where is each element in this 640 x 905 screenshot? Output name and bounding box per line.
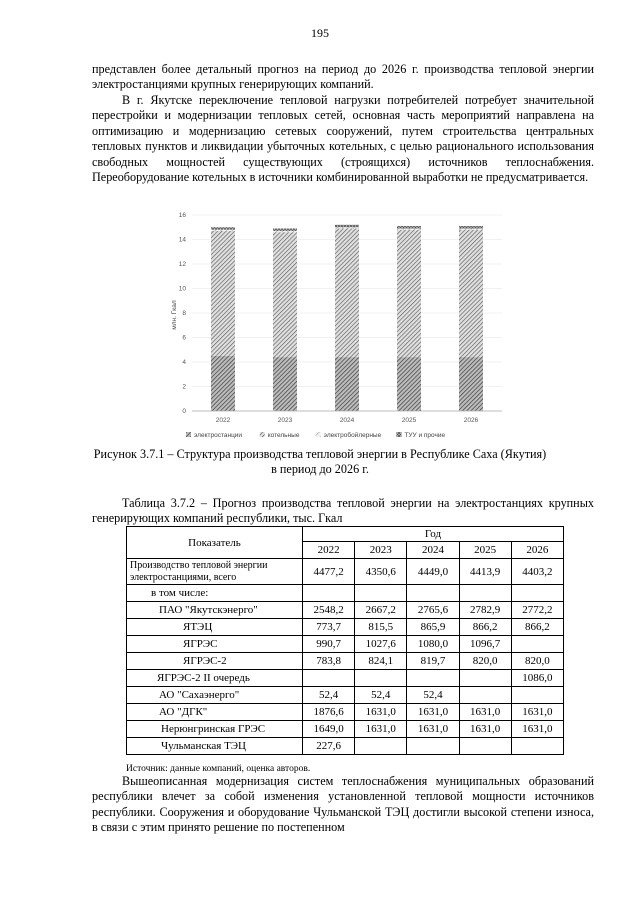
row-label: Чульманская ТЭЦ xyxy=(127,738,303,755)
cell-value: 773,7 xyxy=(303,619,355,636)
legend-swatch xyxy=(396,432,401,437)
production-structure-chart xyxy=(150,205,510,447)
cell-value xyxy=(511,687,563,704)
bar-электробойлерные-2023 xyxy=(273,231,297,232)
row-label: Производство тепловой энергии электростанциями, всего xyxy=(127,559,303,585)
cell-value: 4350,6 xyxy=(355,559,407,585)
cell-value: 4413,9 xyxy=(459,559,511,585)
cell-value: 2782,9 xyxy=(459,602,511,619)
bar-котельные-2022 xyxy=(211,231,235,356)
table-row xyxy=(127,670,564,687)
cell-value: 1096,7 xyxy=(459,636,511,653)
x-tick-label: 2023 xyxy=(277,417,293,424)
legend-label: котельные xyxy=(267,432,300,439)
cell-value: 1631,0 xyxy=(459,721,511,738)
y-tick-label: 14 xyxy=(178,236,186,244)
bar-электробойлерные-2025 xyxy=(397,228,421,229)
cell-value: 52,4 xyxy=(303,687,355,704)
cell-value xyxy=(511,636,563,653)
cell-value: 4403,2 xyxy=(511,559,563,585)
header-indicator: Показатель xyxy=(127,527,303,559)
cell-value: 1649,0 xyxy=(303,721,355,738)
bar-электростанции-2025 xyxy=(397,357,421,411)
bar-ТУУ и прочие-2022 xyxy=(211,227,235,229)
cell-value: 1631,0 xyxy=(407,721,459,738)
row-label: в том числе: xyxy=(127,585,303,602)
bar-электробойлерные-2026 xyxy=(459,228,483,229)
cell-value: 1027,6 xyxy=(355,636,407,653)
cell-value xyxy=(303,585,355,602)
bar-котельные-2025 xyxy=(397,230,421,357)
legend-swatch xyxy=(316,432,321,437)
cell-value xyxy=(459,585,511,602)
cell-value: 52,4 xyxy=(355,687,407,704)
cell-value: 1631,0 xyxy=(511,704,563,721)
row-label: ЯГРЭС-2 II очередь xyxy=(127,670,303,687)
x-tick-label: 2026 xyxy=(463,417,479,424)
paragraph-1: представлен более детальный прогноз на период до 2026 г. производства тепловой энергии электростанциями крупных генерирующих компаний. xyxy=(92,62,594,92)
bar-электростанции-2023 xyxy=(273,357,297,411)
cell-value: 2548,2 xyxy=(303,602,355,619)
bar-электробойлерные-2024 xyxy=(335,227,359,228)
bar-электростанции-2024 xyxy=(335,357,359,411)
cell-value xyxy=(355,585,407,602)
row-label: ПАО "Якутскэнерго" xyxy=(127,602,303,619)
bar-котельные-2026 xyxy=(459,230,483,357)
paragraph-3: Вышеописанная модернизация систем теплоснабжения муниципальных образований республики влечет за собой изменения установленной тепловой мощности источников республики. Сооружения и оборудование Чульманской ТЭЦ достигли высокой степени износа, в связи с этим принято решение по постепенном xyxy=(92,774,594,835)
cell-value: 819,7 xyxy=(407,653,459,670)
table-row xyxy=(127,619,564,636)
y-tick-label: 12 xyxy=(178,261,186,268)
cell-value: 1631,0 xyxy=(459,704,511,721)
table-row xyxy=(127,559,564,585)
heat-production-table xyxy=(126,526,564,755)
cell-value: 1080,0 xyxy=(407,636,459,653)
cell-value xyxy=(303,670,355,687)
bar-ТУУ и прочие-2026 xyxy=(459,226,483,228)
cell-value: 1631,0 xyxy=(355,721,407,738)
bar-ТУУ и прочие-2025 xyxy=(397,226,421,228)
cell-value: 990,7 xyxy=(303,636,355,653)
cell-value: 783,8 xyxy=(303,653,355,670)
table-header-row xyxy=(127,527,564,542)
legend-label: ТУУ и прочие xyxy=(404,432,446,439)
table-row xyxy=(127,585,564,602)
table-row xyxy=(127,636,564,653)
x-tick-label: 2025 xyxy=(401,417,417,424)
cell-value: 2765,6 xyxy=(407,602,459,619)
bar-электростанции-2026 xyxy=(459,357,483,411)
cell-value xyxy=(407,670,459,687)
cell-value: 52,4 xyxy=(407,687,459,704)
cell-value: 1631,0 xyxy=(407,704,459,721)
cell-value xyxy=(511,738,563,755)
cell-value: 1876,6 xyxy=(303,704,355,721)
page-number: 195 xyxy=(311,26,329,40)
cell-value: 865,9 xyxy=(407,619,459,636)
header-year-2023: 2023 xyxy=(355,542,407,559)
bar-электробойлерные-2022 xyxy=(211,230,235,231)
x-tick-label: 2022 xyxy=(215,417,231,424)
cell-value xyxy=(355,670,407,687)
table-row xyxy=(127,602,564,619)
y-tick-label: 16 xyxy=(178,212,186,219)
y-tick-label: 0 xyxy=(182,408,186,415)
y-tick-label: 6 xyxy=(182,334,186,342)
chart-y-axis-label: млн. Гкал xyxy=(171,300,178,330)
bar-электростанции-2022 xyxy=(211,356,235,411)
table-title: Таблица 3.7.2 – Прогноз производства тепловой энергии на электростанциях крупных генерирующих компаний республики, тыс. Гкал xyxy=(92,496,594,526)
header-year-2025: 2025 xyxy=(459,542,511,559)
legend-swatch xyxy=(260,432,265,437)
cell-value: 820,0 xyxy=(511,653,563,670)
header-year: Год xyxy=(303,527,564,542)
row-label: ЯГРЭС xyxy=(127,636,303,653)
paragraph-2: В г. Якутске переключение тепловой нагрузки потребителей потребует значительной перестройки и модернизации тепловых сетей, основная часть мероприятий направлена на оптимизацию и модернизацию сетевых сооружений, путем строительства центральных тепловых пунктов и ликвидации убыточных котельных, с целью рационального использования свободных мощностей существующих (строящихся) источников теплоснабжения. Переоборудование котельных в источники комбинированной выработки не предусматривается. xyxy=(92,93,594,185)
cell-value xyxy=(459,687,511,704)
header-year-2022: 2022 xyxy=(303,542,355,559)
bar-котельные-2024 xyxy=(335,228,359,357)
table-row xyxy=(127,738,564,755)
row-label: ЯГРЭС-2 xyxy=(127,653,303,670)
table-source: Источник: данные компаний, оценка авторов. xyxy=(126,764,311,774)
cell-value: 1631,0 xyxy=(511,721,563,738)
table-row xyxy=(127,687,564,704)
cell-value: 2667,2 xyxy=(355,602,407,619)
cell-value: 866,2 xyxy=(511,619,563,636)
y-tick-label: 4 xyxy=(182,359,186,366)
row-label: АО "ДГК" xyxy=(127,704,303,721)
cell-value: 4477,2 xyxy=(303,559,355,585)
cell-value: 1086,0 xyxy=(511,670,563,687)
legend-label: электростанции xyxy=(194,432,243,439)
cell-value: 815,5 xyxy=(355,619,407,636)
row-label: АО "Сахаэнерго" xyxy=(127,687,303,704)
cell-value xyxy=(407,738,459,755)
y-tick-label: 2 xyxy=(182,383,186,391)
cell-value: 1631,0 xyxy=(355,704,407,721)
bar-ТУУ и прочие-2023 xyxy=(273,228,297,230)
y-tick-label: 10 xyxy=(178,285,186,293)
header-year-2026: 2026 xyxy=(511,542,563,559)
bar-котельные-2023 xyxy=(273,232,297,357)
cell-value xyxy=(407,585,459,602)
x-tick-label: 2024 xyxy=(339,417,355,424)
cell-value xyxy=(459,738,511,755)
table-row xyxy=(127,704,564,721)
figure-caption: Рисунок 3.7.1 – Структура производства тепловой энергии в Республике Саха (Якутия) в период до 2026 г. xyxy=(93,447,547,477)
cell-value: 866,2 xyxy=(459,619,511,636)
legend-swatch xyxy=(186,432,191,437)
row-label: Нерюнгринская ГРЭС xyxy=(127,721,303,738)
bar-ТУУ и прочие-2024 xyxy=(335,225,359,227)
cell-value xyxy=(459,670,511,687)
table-row xyxy=(127,653,564,670)
table-row xyxy=(127,721,564,738)
cell-value xyxy=(511,585,563,602)
cell-value: 820,0 xyxy=(459,653,511,670)
row-label: ЯТЭЦ xyxy=(127,619,303,636)
legend-label: электробойлерные xyxy=(323,432,382,439)
cell-value: 824,1 xyxy=(355,653,407,670)
y-tick-label: 8 xyxy=(182,310,186,317)
cell-value: 2772,2 xyxy=(511,602,563,619)
cell-value: 227,6 xyxy=(303,738,355,755)
header-year-2024: 2024 xyxy=(407,542,459,559)
cell-value xyxy=(355,738,407,755)
cell-value: 4449,0 xyxy=(407,559,459,585)
